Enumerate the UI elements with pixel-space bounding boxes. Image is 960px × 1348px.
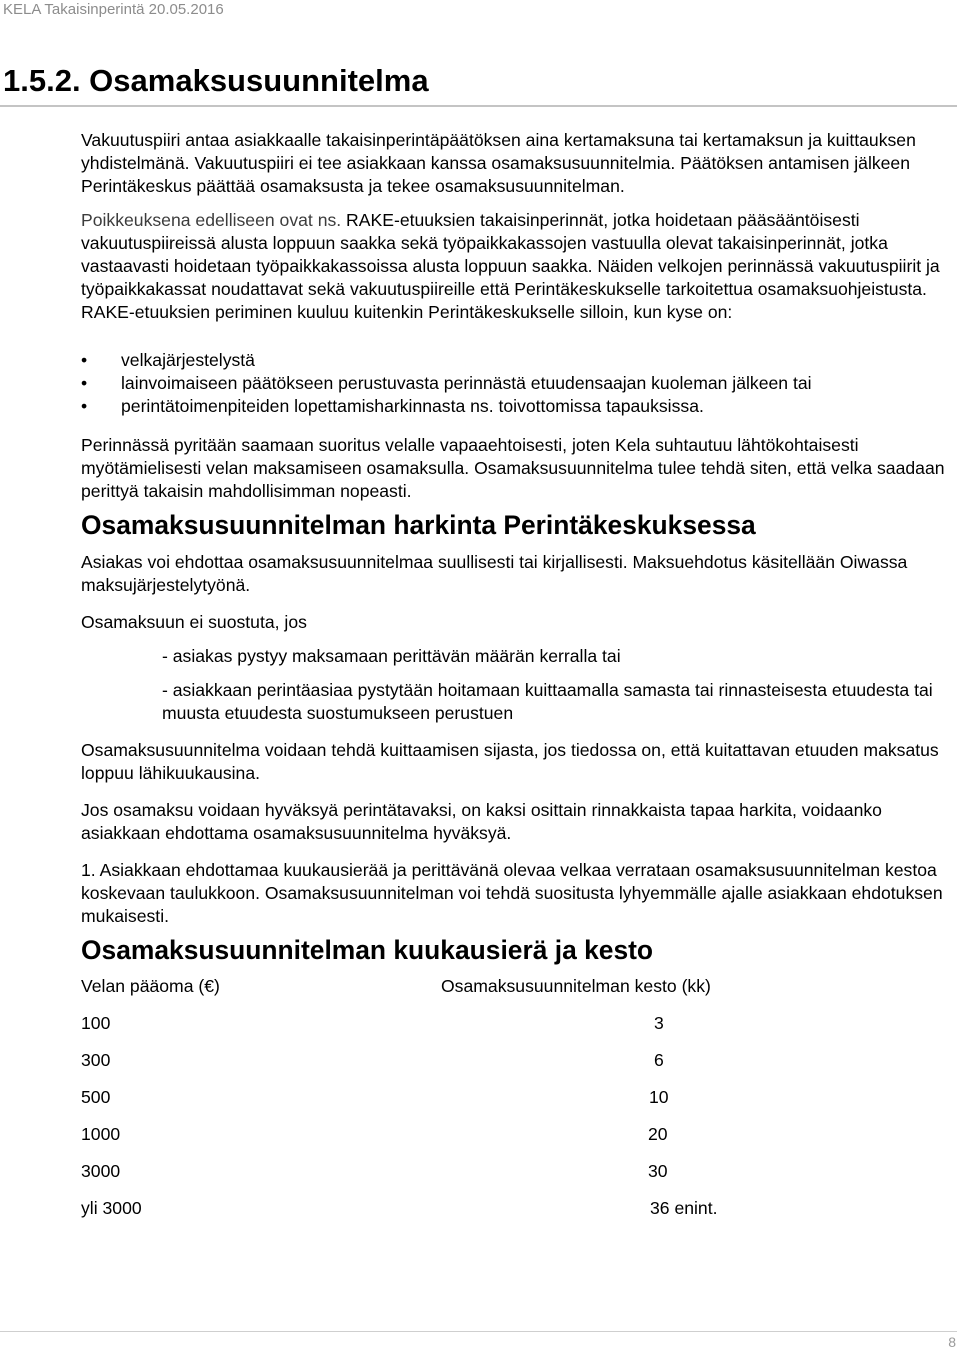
installment-table (81, 975, 951, 1220)
paragraph-exceptions (81, 209, 951, 324)
section-title: 1.5.2. Osamaksusuunnitelma (3, 63, 429, 98)
running-header: KELA Takaisinperintä 20.05.2016 (3, 1, 224, 18)
table-row (81, 1086, 951, 1109)
cell-duration: 20 (648, 1124, 668, 1144)
list-item-text: lainvoimaiseen päätökseen perustuvasta perinnästä etuudensaajan kuoleman jälkeen tai (121, 373, 812, 393)
paragraph-method-one: 1. Asiakkaan ehdottamaa kuukausierää ja perittävänä olevaa velkaa verrataan osamaksusuunnitelman kestoa koskevaan taulukkoon. Osamaksusuunnitelman voi tehdä suositusta lyhyemmälle ajalle asiakkaan ehdotuksen mukaisesti. (81, 860, 943, 926)
list-item-text: perintätoimenpiteiden lopettamisharkinnasta ns. toivottomissa tapauksissa. (121, 396, 704, 416)
heading-installment-table: Osamaksusuunnitelman kuukausierä ja kesto (81, 935, 654, 965)
paragraph-instead-of-offset: Osamaksusuunnitelma voidaan tehdä kuittaamisen sijasta, jos tiedossa on, että kuitattavan etuuden maksatus loppuu lähikuukausina. (81, 740, 939, 783)
cell-duration: 3 (654, 1013, 664, 1033)
refusal-condition-a: - asiakas pystyy maksamaan perittävän määrän kerralla tai (162, 646, 621, 666)
case-list (81, 349, 951, 418)
table-header-row (81, 975, 951, 998)
bullet-icon: • (81, 373, 88, 393)
table-row (81, 1012, 951, 1035)
refusal-condition-b: - asiakkaan perintäasiaa pystytään hoitamaan kuittaamalla samasta tai rinnasteisesta etuudesta tai muusta etuudesta suostumukseen perustuen (162, 680, 933, 723)
paragraph-intro: Vakuutuspiiri antaa asiakkaalle takaisinperintäpäätöksen aina kertamaksuna tai kertamaksun ja kuittauksen yhdistelmänä. Vakuutuspiiri ei tee asiakkaan kanssa osamaksusuunnitelmia. Päätöksen antamisen jälkeen Perintäkeskus päättää osamaksusta ja tekee osamaksusuunnitelman. (81, 130, 916, 196)
cell-principal: 100 (81, 1013, 111, 1033)
table-row (81, 1160, 951, 1183)
list-item (81, 349, 951, 372)
cell-principal: 500 (81, 1087, 111, 1107)
title-divider (0, 105, 957, 107)
bullet-icon: • (81, 350, 88, 370)
table-row (81, 1197, 951, 1220)
cell-principal: 300 (81, 1050, 111, 1070)
column-header-principal: Velan pääoma (€) (81, 976, 220, 996)
table-row (81, 1123, 951, 1146)
cell-principal: 1000 (81, 1124, 121, 1144)
heading-assessment: Osamaksusuunnitelman harkinta Perintäkeskuksessa (81, 510, 756, 540)
table-row (81, 1049, 951, 1072)
document-body (81, 129, 951, 1234)
exception-lead: Poikkeuksena edelliseen ovat ns. (81, 210, 342, 230)
paragraph-proposal: Asiakas voi ehdottaa osamaksusuunnitelmaa suullisesti tai kirjallisesti. Maksuehdotus käsitellään Oiwassa maksujärjestelytyönä. (81, 552, 908, 595)
list-item-text: velkajärjestelystä (121, 350, 255, 370)
exception-text: RAKE-etuuksien takaisinperinnät, jotka hoidetaan pääsääntöisesti vakuutuspiireissä alusta loppuun saakka sekä työpaikkakassojen vastuulla olevat takaisinperinnät, jotka vastaavasti hoidetaan työpaikkakassoissa alusta loppuun saakka. Näiden velkojen perinnässä vakuutuspiirit ja työpaikkakassat noudattavat sekä vakuutuspiireille että Perintäkeskukselle tarkoitettua osamaksuohjeistusta. RAKE-etuuksien periminen kuuluu kuitenkin Perintäkeskukselle silloin, kun kyse on: (81, 210, 940, 322)
cell-principal: 3000 (81, 1161, 121, 1181)
cell-duration: 36 enint. (650, 1198, 718, 1218)
cell-duration: 30 (648, 1161, 668, 1181)
page-number: 8 (948, 1334, 956, 1348)
column-header-duration: Osamaksusuunnitelman kesto (kk) (441, 976, 711, 996)
list-item (81, 395, 951, 418)
bullet-icon: • (81, 396, 88, 416)
paragraph-voluntary-payment: Perinnässä pyritään saamaan suoritus velalle vapaaehtoisesti, joten Kela suhtautuu lähtökohtaisesti myötämielisesti velan maksamiseen osamaksulla. Osamaksusuunnitelma tulee tehdä siten, että velka saadaan perittyä takaisin mahdollisimman nopeasti. (81, 435, 945, 501)
cell-duration: 10 (649, 1087, 669, 1107)
footer-divider (0, 1331, 957, 1332)
list-item (81, 372, 951, 395)
cell-duration: 6 (654, 1050, 664, 1070)
paragraph-refusal: Osamaksuun ei suostuta, jos (81, 612, 307, 632)
paragraph-two-ways: Jos osamaksu voidaan hyväksyä perintätavaksi, on kaksi osittain rinnakkaista tapaa harkita, voidaanko asiakkaan ehdottama osamaksusuunnitelma hyväksyä. (81, 800, 882, 843)
cell-principal: yli 3000 (81, 1198, 142, 1218)
